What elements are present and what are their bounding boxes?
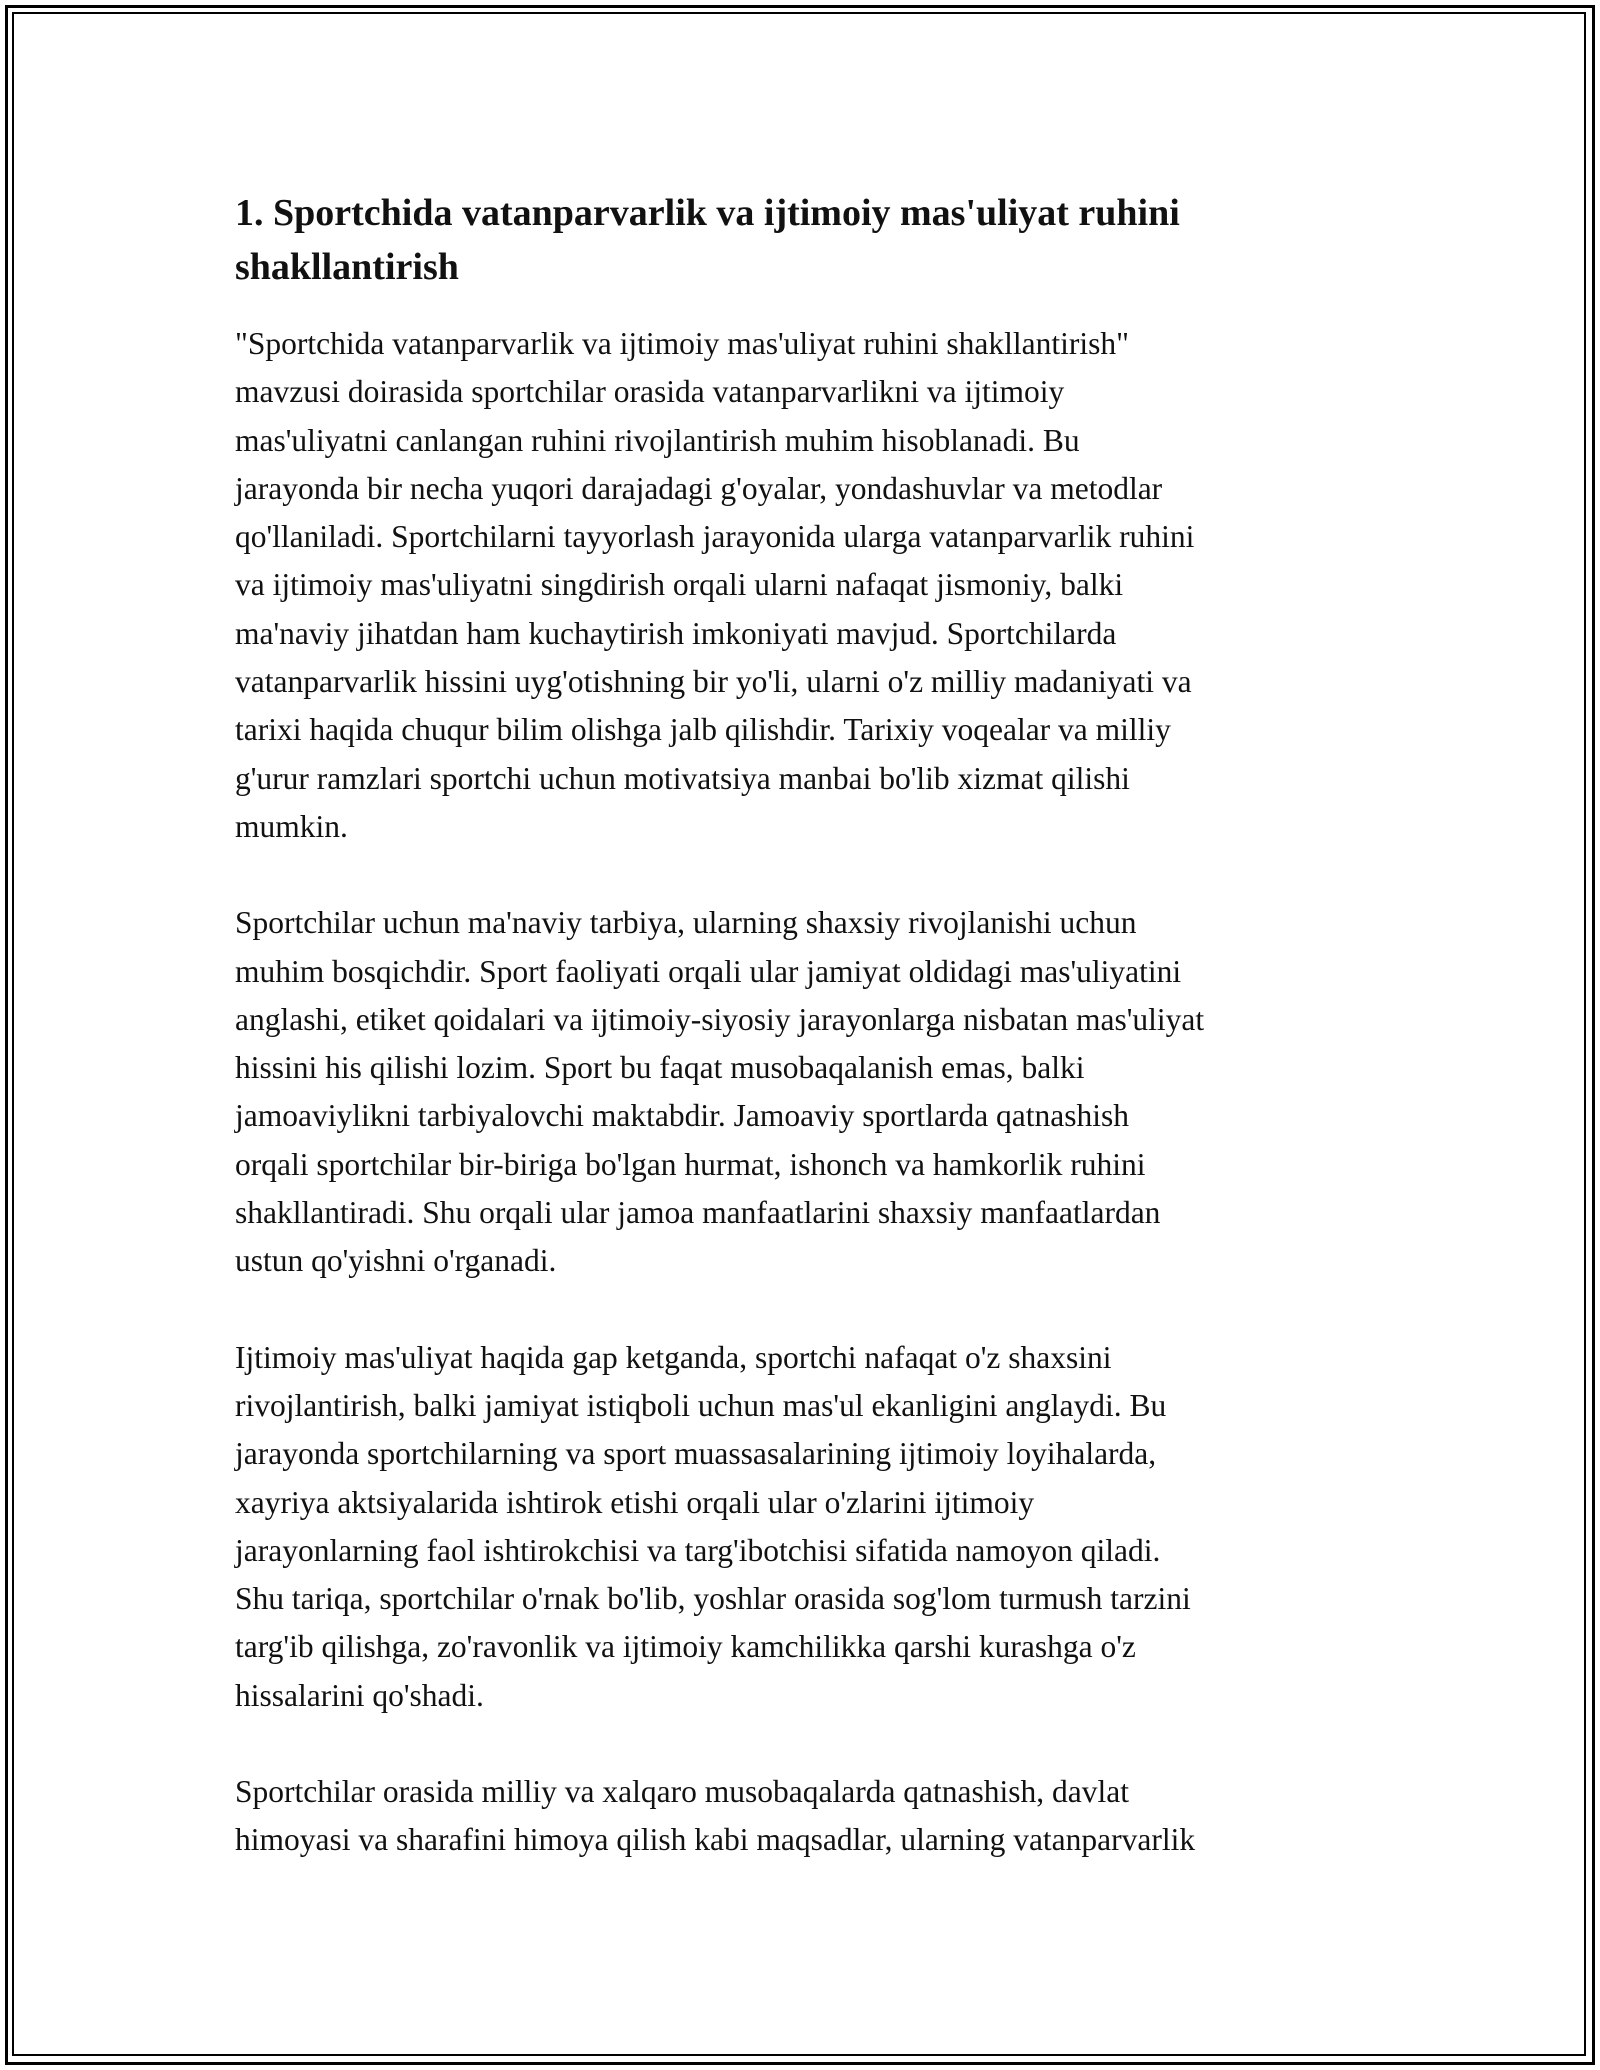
paragraph-line: va ijtimoiy mas'uliyatni singdirish orqali ularni nafaqat jismoniy, balki bbox=[235, 567, 1124, 603]
paragraph-line: g'urur ramzlari sportchi uchun motivatsiya manbai bo'lib xizmat qilishi bbox=[235, 760, 1130, 796]
paragraph-spacer bbox=[235, 1720, 1365, 1768]
paragraph-line: muhim bosqichdir. Sport faoliyati orqali ular jamiyat oldidagi mas'uliyatini bbox=[235, 953, 1182, 989]
section-heading-line: 1. Sportchida vatanparvarlik va ijtimoiy mas'uliyat ruhini bbox=[235, 192, 1180, 234]
paragraph-line: Ijtimoiy mas'uliyat haqida gap ketganda, sportchi nafaqat o'z shaxsini bbox=[235, 1339, 1112, 1375]
paragraph-line: hissini his qilishi lozim. Sport bu faqat musobaqalanish emas, balki bbox=[235, 1050, 1085, 1086]
paragraph-line: tarixi haqida chuqur bilim olishga jalb qilishdir. Tarixiy voqealar va milliy bbox=[235, 712, 1171, 748]
paragraph-line: Sportchilar orasida milliy va xalqaro musobaqalarda qatnashish, davlat bbox=[235, 1774, 1129, 1810]
paragraph bbox=[235, 1334, 1365, 1720]
paragraph-line: ustun qo'yishni o'rganadi. bbox=[235, 1243, 557, 1279]
paragraph-line: ma'naviy jihatdan ham kuchaytirish imkoniyati mavjud. Sportchilarda bbox=[235, 615, 1117, 651]
paragraph-line: qo'llaniladi. Sportchilarni tayyorlash jarayonida ularga vatanparvarlik ruhini bbox=[235, 519, 1195, 555]
paragraph-line: jamoaviylikni tarbiyalovchi maktabdir. Jamoaviy sportlarda qatnashish bbox=[235, 1098, 1130, 1134]
paragraph-spacer bbox=[235, 1286, 1365, 1334]
paragraph-line: himoyasi va sharafini himoya qilish kabi maqsadlar, ularning vatanparvarlik bbox=[235, 1822, 1196, 1858]
paragraph-line: Sportchilar uchun ma'naviy tarbiya, ularning shaxsiy rivojlanishi uchun bbox=[235, 905, 1137, 941]
paragraph-line: Shu tariqa, sportchilar o'rnak bo'lib, yoshlar orasida sog'lom turmush tarzini bbox=[235, 1581, 1191, 1617]
paragraph-line: vatanparvarlik hissini uyg'otishning bir yo'li, ularni o'z milliy madaniyati va bbox=[235, 664, 1192, 700]
paragraph-line: xayriya aktsiyalarida ishtirok etishi orqali ular o'zlarini ijtimoiy bbox=[235, 1484, 1035, 1520]
paragraph-line: mumkin. bbox=[235, 808, 348, 844]
paragraph-spacer bbox=[235, 851, 1365, 899]
paragraph-line: jarayonlarning faol ishtirokchisi va targ'ibotchisi sifatida namoyon qiladi. bbox=[235, 1532, 1161, 1568]
document-body bbox=[235, 320, 1365, 1865]
paragraph-line: jarayonda sportchilarning va sport muassasalarining ijtimoiy loyihalarda, bbox=[235, 1436, 1157, 1472]
document-page bbox=[235, 186, 1365, 1865]
paragraph bbox=[235, 1768, 1365, 1865]
section-heading-line: shakllantirish bbox=[235, 246, 459, 288]
paragraph bbox=[235, 899, 1365, 1285]
paragraph-line: jarayonda bir necha yuqori darajadagi g'oyalar, yondashuvlar va metodlar bbox=[235, 470, 1163, 506]
paragraph-line: anglashi, etiket qoidalari va ijtimoiy-siyosiy jarayonlarga nisbatan mas'uliyat bbox=[235, 1001, 1205, 1037]
paragraph-line: "Sportchida vatanparvarlik va ijtimoiy mas'uliyat ruhini shakllantirish" bbox=[235, 326, 1129, 361]
paragraph-line: shakllantiradi. Shu orqali ular jamoa manfaatlarini shaxsiy manfaatlardan bbox=[235, 1195, 1161, 1231]
paragraph-line: orqali sportchilar bir-biriga bo'lgan hurmat, ishonch va hamkorlik ruhini bbox=[235, 1146, 1146, 1182]
section-heading bbox=[235, 186, 1365, 294]
paragraph-line: mas'uliyatni canlangan ruhini rivojlantirish muhim hisoblanadi. Bu bbox=[235, 422, 1080, 458]
paragraph-line: mavzusi doirasida sportchilar orasida vatanparvarlikni va ijtimoiy bbox=[235, 374, 1065, 410]
paragraph-line: targ'ib qilishga, zo'ravonlik va ijtimoiy kamchilikka qarshi kurashga o'z bbox=[235, 1629, 1136, 1665]
paragraph-line: rivojlantirish, balki jamiyat istiqboli uchun mas'ul ekanligini anglaydi. Bu bbox=[235, 1387, 1167, 1423]
paragraph bbox=[235, 320, 1365, 851]
paragraph-line: hissalarini qo'shadi. bbox=[235, 1677, 484, 1713]
